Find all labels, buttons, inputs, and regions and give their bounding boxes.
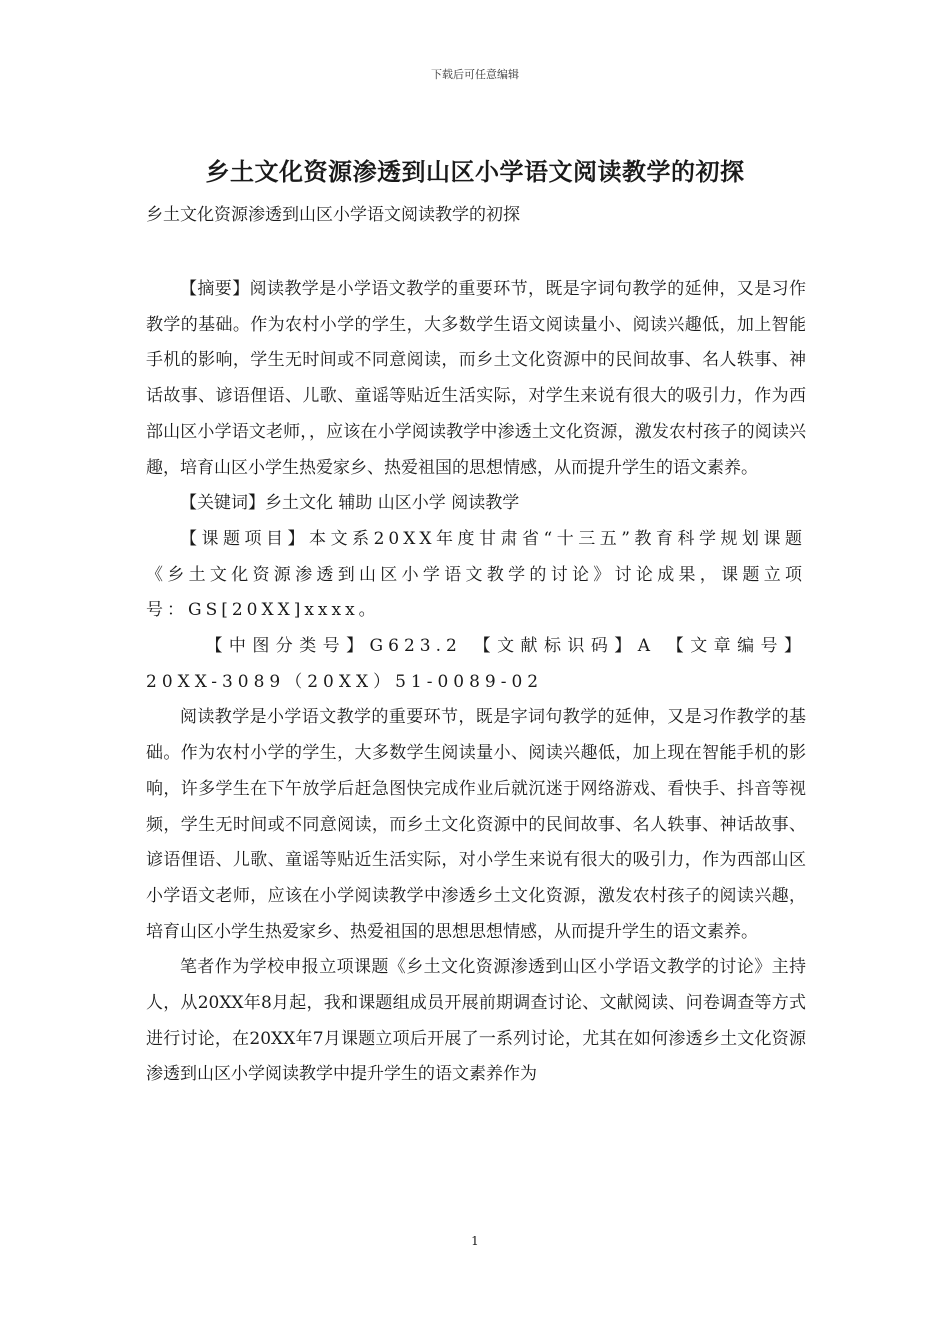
abstract-paragraph: 【摘要】阅读教学是小学语文教学的重要环节，既是字词句教学的延伸，又是习作教学的基础。作为农村小学的学生，大多数学生语文阅读量小、阅读兴趣低，加上智能手机的影响，学生无时间或不同意阅读，而乡土文化资源中的民间故事、名人轶事、神话故事、谚语俚语、儿歌、童谣等贴近生活实际，对学生来说有很大的吸引力，作为西部山区小学语文老师，，应该在小学阅读教学中渗透土文化资源，激发农村孩子的阅读兴趣，培育山区小学生热爱家乡、热爱祖国的思想情感，从而提升学生的语文素养。 <box>146 279 806 478</box>
header-note: 下载后可任意编辑 <box>431 68 519 81</box>
keywords-paragraph: 【关键词】乡土文化 辅助 山区小学 阅读教学 <box>180 493 520 514</box>
body-paragraph-2: 笔者作为学校申报立项课题《乡土文化资源渗透到山区小学语文教学的讨论》主持人，从20XX年8月起，我和课题组成员开展前期调查讨论、文献阅读、问卷调查等方式进行讨论，在20XX年7月课题立项后开展了一系列讨论，尤其在如何渗透乡土文化资源渗透到山区小学阅读教学中提升学生的语文素养作为 <box>146 957 806 1085</box>
document-subtitle: 乡土文化资源渗透到山区小学语文阅读教学的初探 <box>146 205 520 225</box>
project-paragraph: 【课题项目】本文系20XX年度甘肃省“十三五”教育科学规划课题《乡土文化资源渗透到山区小学语文教学的讨论》讨论成果，课题立项号：GS[20XX]xxxx。 <box>146 528 806 621</box>
document-body <box>146 272 806 1093</box>
classification-paragraph: 【中图分类号】G623.2 【文献标识码】A 【文章编号】20XX-3089（20XX）51-0089-02 <box>146 636 806 692</box>
page-number: 1 <box>471 1234 479 1248</box>
document-title: 乡土文化资源渗透到山区小学语文阅读教学的初探 <box>205 157 745 186</box>
body-paragraph-1: 阅读教学是小学语文教学的重要环节，既是字词句教学的延伸，又是习作教学的基础。作为农村小学的学生，大多数学生阅读量小、阅读兴趣低，加上现在智能手机的影响，许多学生在下午放学后赶急图快完成作业后就沉迷于网络游戏、看快手、抖音等视频，学生无时间或不同意阅读，而乡土文化资源中的民间故事、名人轶事、神话故事、谚语俚语、儿歌、童谣等贴近生活实际，对小学生来说有很大的吸引力，作为西部山区小学语文老师，应该在小学阅读教学中渗透乡土文化资源，激发农村孩子的阅读兴趣，培育山区小学生热爱家乡、热爱祖国的思想思想情感，从而提升学生的语文素养。 <box>146 707 806 942</box>
